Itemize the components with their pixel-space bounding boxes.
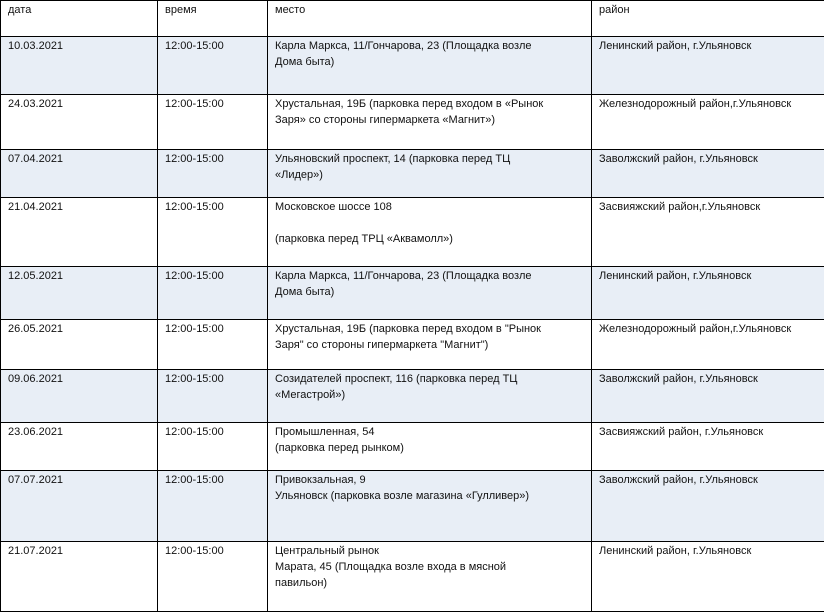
cell-place: Карла Маркса, 11/Гончарова, 23 (Площадка возле Дома быта) <box>268 37 592 95</box>
table-row <box>1 320 824 370</box>
cell-date: 24.03.2021 <box>1 95 158 150</box>
cell-district: Засвияжский район, г.Ульяновск <box>592 423 824 471</box>
table-row <box>1 423 824 471</box>
cell-place: Московское шоссе 108 (парковка перед ТРЦ «Аквамолл») <box>268 198 592 267</box>
cell-place: Хрустальная, 19Б (парковка перед входом в «Рынок Заря» со стороны гипермаркета «Магнит») <box>268 95 592 150</box>
cell-district: Железнодорожный район,г.Ульяновск <box>592 95 824 150</box>
cell-time: 12:00-15:00 <box>158 542 268 612</box>
cell-date: 07.07.2021 <box>1 471 158 542</box>
cell-date: 09.06.2021 <box>1 370 158 423</box>
table-row <box>1 370 824 423</box>
cell-place: Хрустальная, 19Б (парковка перед входом в "Рынок Заря" со стороны гипермаркета "Магнит") <box>268 320 592 370</box>
cell-date: 12.05.2021 <box>1 267 158 320</box>
cell-date: 23.06.2021 <box>1 423 158 471</box>
cell-district: Заволжский район, г.Ульяновск <box>592 370 824 423</box>
table-row <box>1 542 824 612</box>
schedule-table-body <box>1 1 824 612</box>
cell-date: 07.04.2021 <box>1 150 158 198</box>
cell-time: 12:00-15:00 <box>158 198 268 267</box>
cell-date: 21.07.2021 <box>1 542 158 612</box>
table-row <box>1 150 824 198</box>
cell-district: Заволжский район, г.Ульяновск <box>592 471 824 542</box>
cell-place: Центральный рынок Марата, 45 (Площадка возле входа в мясной павильон) <box>268 542 592 612</box>
cell-place: Карла Маркса, 11/Гончарова, 23 (Площадка возле Дома быта) <box>268 267 592 320</box>
cell-district: Ленинский район, г.Ульяновск <box>592 37 824 95</box>
table-row <box>1 37 824 95</box>
cell-district: Ленинский район, г.Ульяновск <box>592 267 824 320</box>
cell-district: Железнодорожный район,г.Ульяновск <box>592 320 824 370</box>
cell-time: 12:00-15:00 <box>158 150 268 198</box>
cell-time: 12:00-15:00 <box>158 267 268 320</box>
cell-place: Промышленная, 54 (парковка перед рынком) <box>268 423 592 471</box>
cell-time: 12:00-15:00 <box>158 95 268 150</box>
cell-place: Привокзальная, 9 Ульяновск (парковка возле магазина «Гулливер») <box>268 471 592 542</box>
table-row <box>1 471 824 542</box>
cell-district: Ленинский район, г.Ульяновск <box>592 542 824 612</box>
table-row <box>1 95 824 150</box>
cell-district: Засвияжский район,г.Ульяновск <box>592 198 824 267</box>
cell-time: 12:00-15:00 <box>158 37 268 95</box>
cell-time: 12:00-15:00 <box>158 370 268 423</box>
header-date: дата <box>1 1 158 37</box>
cell-date: 26.05.2021 <box>1 320 158 370</box>
cell-place: Созидателей проспект, 116 (парковка перед ТЦ «Мегастрой») <box>268 370 592 423</box>
header-district: район <box>592 1 824 37</box>
header-time: время <box>158 1 268 37</box>
cell-place: Ульяновский проспект, 14 (парковка перед ТЦ «Лидер») <box>268 150 592 198</box>
cell-time: 12:00-15:00 <box>158 471 268 542</box>
cell-date: 21.04.2021 <box>1 198 158 267</box>
cell-time: 12:00-15:00 <box>158 320 268 370</box>
table-row <box>1 267 824 320</box>
cell-time: 12:00-15:00 <box>158 423 268 471</box>
table-row <box>1 198 824 267</box>
header-place: место <box>268 1 592 37</box>
cell-district: Заволжский район, г.Ульяновск <box>592 150 824 198</box>
cell-date: 10.03.2021 <box>1 37 158 95</box>
header-row <box>1 1 824 37</box>
